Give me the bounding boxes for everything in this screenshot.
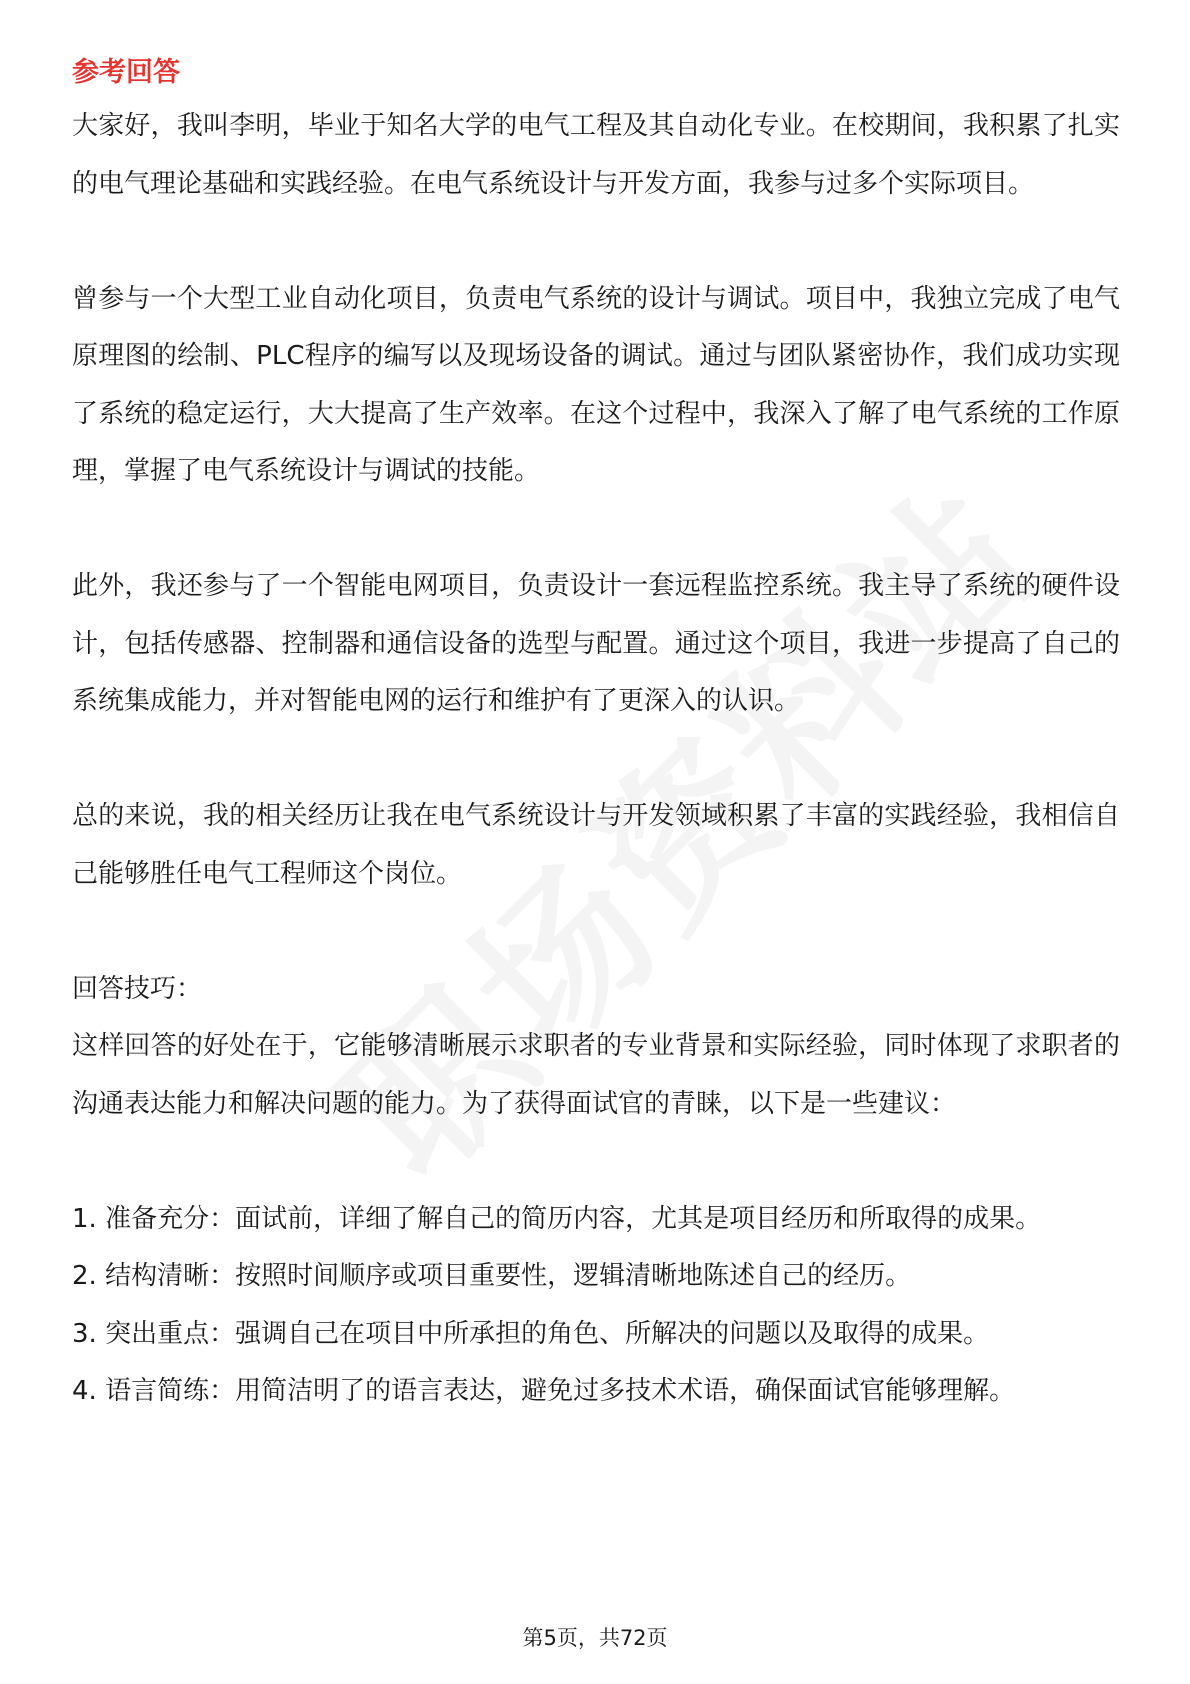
paragraph-gap: [72, 501, 1120, 559]
paragraph-gap: [72, 1133, 1120, 1191]
tips-heading: 回答技巧：: [72, 973, 203, 1004]
paragraph-gap: [72, 213, 1120, 271]
tip-item-1: 1. 准备充分：面试前，详细了解自己的简历内容，尤其是项目经历和所取得的成果。: [72, 1203, 1042, 1234]
document-body: [72, 48, 1120, 1421]
paragraph-gap: [72, 903, 1120, 961]
tip-item-3: 3. 突出重点：强调自己在项目中所承担的角色、所解决的问题以及取得的成果。: [72, 1318, 990, 1349]
tips-intro: 这样回答的好处在于，它能够清晰展示求职者的专业背景和实际经验，同时体现了求职者的沟通表达能力和解决问题的能力。为了获得面试官的青睐，以下是一些建议：: [72, 1031, 1120, 1119]
answer-paragraph-1: 大家好，我叫李明，毕业于知名大学的电气工程及其自动化专业。在校期间，我积累了扎实的电气理论基础和实践经验。在电气系统设计与开发方面，我参与过多个实际项目。: [72, 111, 1120, 199]
answer-paragraph-2: 曾参与一个大型工业自动化项目，负责电气系统的设计与调试。项目中，我独立完成了电气原理图的绘制、PLC程序的编写以及现场设备的调试。通过与团队紧密协作，我们成功实现了系统的稳定运行，大大提高了生产效率。在这个过程中，我深入了解了电气系统的工作原理，掌握了电气系统设计与调试的技能。: [72, 283, 1120, 486]
answer-paragraph-3: 此外，我还参与了一个智能电网项目，负责设计一套远程监控系统。我主导了系统的硬件设计，包括传感器、控制器和通信设备的选型与配置。通过这个项目，我进一步提高了自己的系统集成能力，并对智能电网的运行和维护有了更深入的认识。: [72, 571, 1120, 716]
tip-item-4: 4. 语言简练：用简洁明了的语言表达，避免过多技术术语，确保面试官能够理解。: [72, 1376, 1016, 1406]
page-number: 第5页，共72页: [522, 1626, 668, 1650]
answer-paragraph-4: 总的来说，我的相关经历让我在电气系统设计与开发领域积累了丰富的实践经验，我相信自己能够胜任电气工程师这个岗位。: [72, 801, 1120, 889]
tip-item-2: 2. 结构清晰：按照时间顺序或项目重要性，逻辑清晰地陈述自己的经历。: [72, 1261, 912, 1291]
answer-heading: 参考回答: [72, 57, 180, 88]
paragraph-gap: [72, 731, 1120, 789]
